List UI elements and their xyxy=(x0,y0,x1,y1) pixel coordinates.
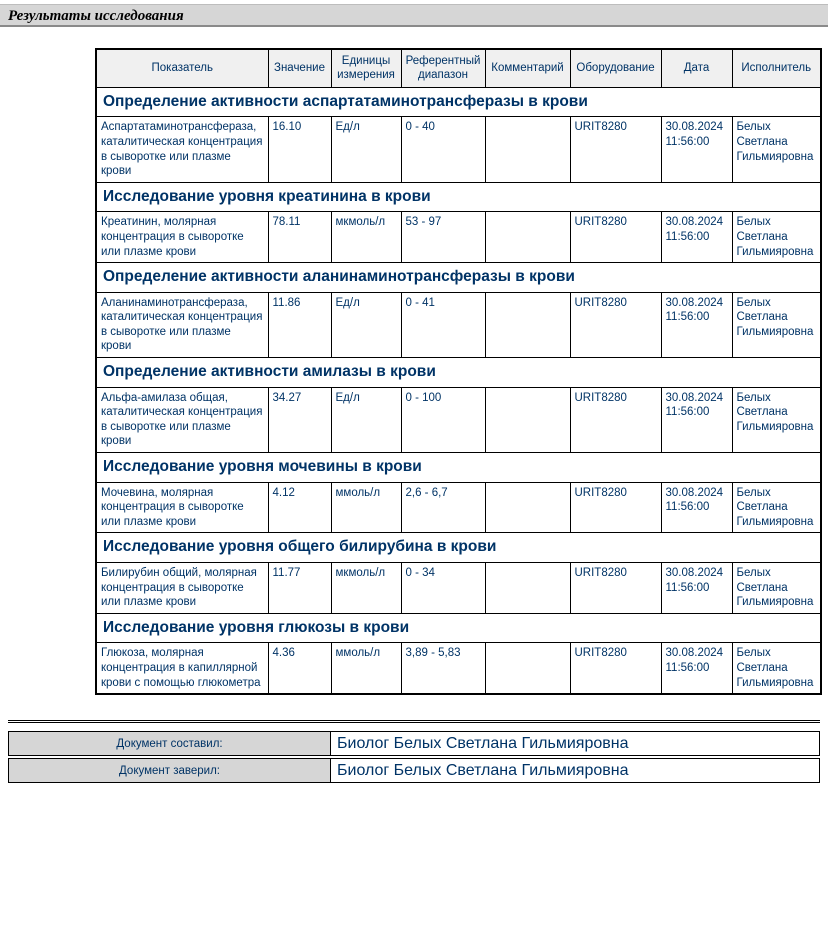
section-title: Определение активности аспартатаминотрансферазы в крови xyxy=(96,87,821,117)
cell-equipment: URIT8280 xyxy=(570,387,661,452)
cell-comment xyxy=(485,292,570,357)
section-header-row xyxy=(96,358,821,388)
cell-value: 4.12 xyxy=(268,482,331,533)
cell-units: ммоль/л xyxy=(331,643,401,694)
report-page xyxy=(0,4,828,927)
section-header-row xyxy=(96,263,821,293)
page-title-bar xyxy=(0,4,828,27)
signature-value: Биолог Белых Светлана Гильмияровна xyxy=(337,761,629,779)
results-table xyxy=(95,48,822,695)
section-header-row xyxy=(96,453,821,483)
signature-row xyxy=(8,758,820,783)
section-title: Исследование уровня мочевины в крови xyxy=(96,453,821,483)
cell-comment xyxy=(485,482,570,533)
cell-value: 34.27 xyxy=(268,387,331,452)
column-header-equipment: Оборудование xyxy=(570,49,661,87)
cell-indicator: Аланинаминотрансфераза, каталитическая концентрация в сыворотке или плазме крови xyxy=(96,292,268,357)
cell-units: мкмоль/л xyxy=(331,563,401,614)
cell-comment xyxy=(485,643,570,694)
cell-value: 16.10 xyxy=(268,117,331,182)
cell-units: Ед/л xyxy=(331,117,401,182)
separator-rule xyxy=(8,720,820,723)
column-header-date: Дата xyxy=(661,49,732,87)
cell-value: 11.86 xyxy=(268,292,331,357)
cell-range: 53 - 97 xyxy=(401,212,485,263)
cell-executor: Белых Светлана Гильмияровна xyxy=(732,212,821,263)
cell-value: 4.36 xyxy=(268,643,331,694)
cell-equipment: URIT8280 xyxy=(570,563,661,614)
signature-value: Биолог Белых Светлана Гильмияровна xyxy=(337,734,629,752)
section-title: Исследование уровня креатинина в крови xyxy=(96,182,821,212)
cell-range: 0 - 41 xyxy=(401,292,485,357)
column-header-indicator: Показатель xyxy=(96,49,268,87)
cell-units: ммоль/л xyxy=(331,482,401,533)
result-row xyxy=(96,563,821,614)
cell-equipment: URIT8280 xyxy=(570,643,661,694)
cell-equipment: URIT8280 xyxy=(570,212,661,263)
section-header-row xyxy=(96,613,821,643)
cell-value: 11.77 xyxy=(268,563,331,614)
cell-executor: Белых Светлана Гильмияровна xyxy=(732,563,821,614)
cell-date: 30.08.2024 11:56:00 xyxy=(661,563,732,614)
cell-date: 30.08.2024 11:56:00 xyxy=(661,482,732,533)
signature-label: Документ составил: xyxy=(9,732,331,755)
result-row xyxy=(96,387,821,452)
cell-range: 0 - 40 xyxy=(401,117,485,182)
section-title: Определение активности амилазы в крови xyxy=(96,358,821,388)
column-header-value: Значение xyxy=(268,49,331,87)
cell-executor: Белых Светлана Гильмияровна xyxy=(732,387,821,452)
result-row xyxy=(96,292,821,357)
cell-executor: Белых Светлана Гильмияровна xyxy=(732,643,821,694)
result-row xyxy=(96,643,821,694)
cell-range: 0 - 100 xyxy=(401,387,485,452)
signature-label: Документ заверил: xyxy=(9,759,331,782)
cell-date: 30.08.2024 11:56:00 xyxy=(661,643,732,694)
result-row xyxy=(96,212,821,263)
column-header-units: Единицы измерения xyxy=(331,49,401,87)
column-header-comment: Комментарий xyxy=(485,49,570,87)
results-header-row xyxy=(96,49,821,87)
result-row xyxy=(96,117,821,182)
cell-comment xyxy=(485,212,570,263)
cell-units: Ед/л xyxy=(331,387,401,452)
cell-value: 78.11 xyxy=(268,212,331,263)
results-table-head xyxy=(96,49,821,87)
section-header-row xyxy=(96,533,821,563)
section-header-row xyxy=(96,87,821,117)
column-header-range: Референтный диапазон xyxy=(401,49,485,87)
cell-equipment: URIT8280 xyxy=(570,482,661,533)
page-title: Результаты исследования xyxy=(8,8,184,24)
column-header-executor: Исполнитель xyxy=(732,49,821,87)
cell-range: 0 - 34 xyxy=(401,563,485,614)
results-body xyxy=(96,87,821,694)
cell-equipment: URIT8280 xyxy=(570,292,661,357)
cell-indicator: Креатинин, молярная концентрация в сыворотке или плазме крови xyxy=(96,212,268,263)
cell-comment xyxy=(485,563,570,614)
section-title: Исследование уровня глюкозы в крови xyxy=(96,613,821,643)
cell-units: мкмоль/л xyxy=(331,212,401,263)
cell-executor: Белых Светлана Гильмияровна xyxy=(732,482,821,533)
signature-row xyxy=(8,731,820,756)
cell-date: 30.08.2024 11:56:00 xyxy=(661,212,732,263)
cell-range: 2,6 - 6,7 xyxy=(401,482,485,533)
result-row xyxy=(96,482,821,533)
cell-executor: Белых Светлана Гильмияровна xyxy=(732,292,821,357)
cell-date: 30.08.2024 11:56:00 xyxy=(661,292,732,357)
cell-date: 30.08.2024 11:56:00 xyxy=(661,387,732,452)
cell-comment xyxy=(485,387,570,452)
cell-range: 3,89 - 5,83 xyxy=(401,643,485,694)
results-table-container xyxy=(95,48,820,695)
cell-equipment: URIT8280 xyxy=(570,117,661,182)
cell-indicator: Альфа-амилаза общая, каталитическая концентрация в сыворотке или плазме крови xyxy=(96,387,268,452)
cell-indicator: Аспартатаминотрансфераза, каталитическая концентрация в сыворотке или плазме крови xyxy=(96,117,268,182)
cell-indicator: Мочевина, молярная концентрация в сыворотке или плазме крови xyxy=(96,482,268,533)
section-title: Определение активности аланинаминотрансферазы в крови xyxy=(96,263,821,293)
cell-executor: Белых Светлана Гильмияровна xyxy=(732,117,821,182)
signature-rows xyxy=(8,731,820,783)
section-title: Исследование уровня общего билирубина в крови xyxy=(96,533,821,563)
cell-indicator: Билирубин общий, молярная концентрация в сыворотке или плазме крови xyxy=(96,563,268,614)
cell-comment xyxy=(485,117,570,182)
cell-date: 30.08.2024 11:56:00 xyxy=(661,117,732,182)
section-header-row xyxy=(96,182,821,212)
cell-indicator: Глюкоза, молярная концентрация в капиллярной крови с помощью глюкометра xyxy=(96,643,268,694)
cell-units: Ед/л xyxy=(331,292,401,357)
